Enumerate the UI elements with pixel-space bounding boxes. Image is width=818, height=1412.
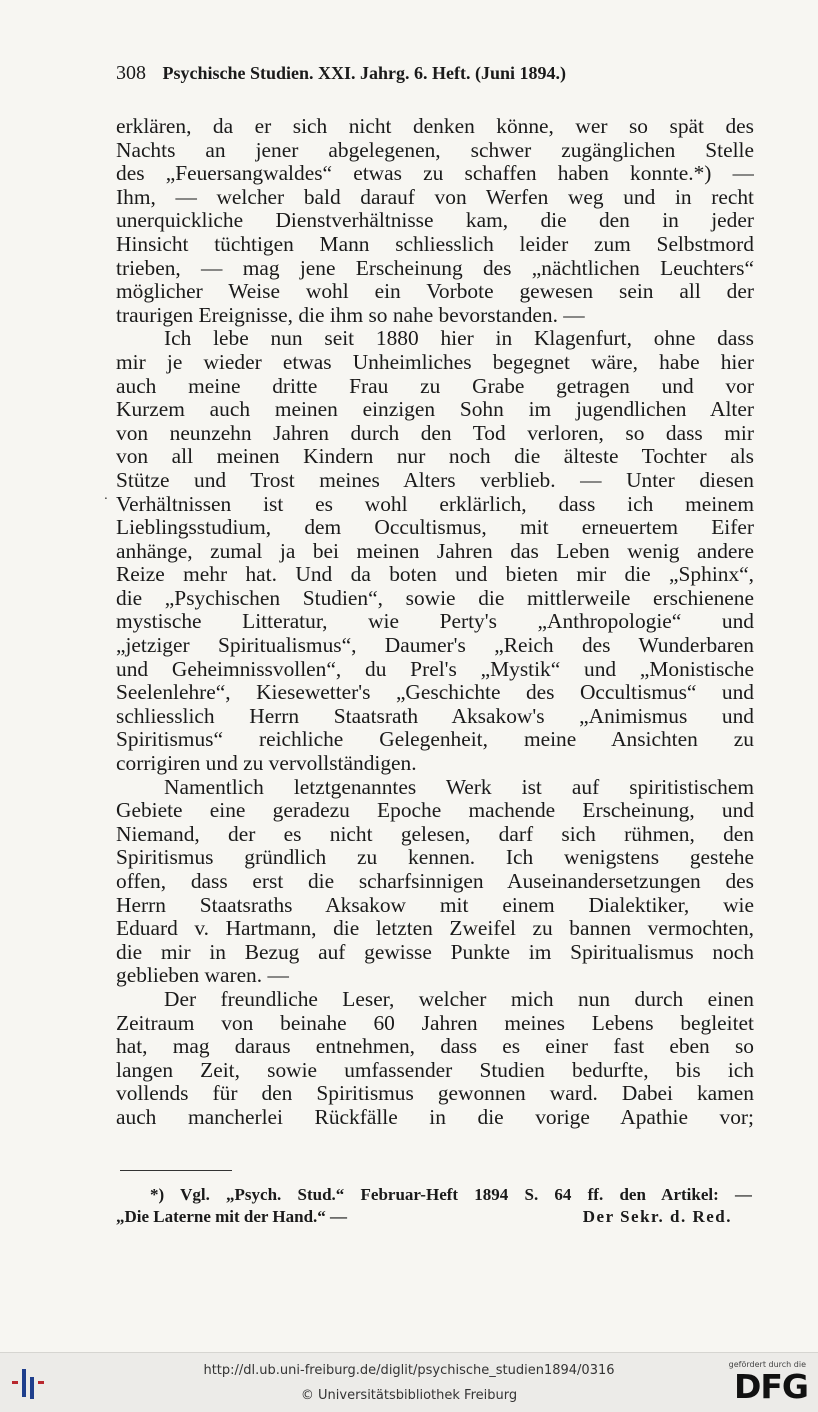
text-line: traurigen Ereignisse, die ihm so nahe bevorstanden. —: [116, 303, 585, 327]
text-line: Seelenlehre“, Kiesewetter's „Geschichte des Occultismus“ und: [116, 681, 754, 705]
text-line: Reize mehr hat. Und da boten und bieten mir die „Sphinx“,: [116, 563, 754, 587]
permalink-url[interactable]: http://dl.ub.uni-freiburg.de/diglit/psychische_studien1894/0316: [203, 1363, 615, 1378]
text-line: und Geheimnissvollen“, du Prel's „Mystik“ und „Monistische: [116, 657, 754, 681]
text-line: hat, mag daraus entnehmen, dass es einer fast eben so: [116, 1035, 754, 1059]
text-line: Lieblingsstudium, dem Occultismus, mit erneuertem Eifer: [116, 516, 754, 540]
page-number: 308: [116, 62, 146, 84]
body-text: [116, 115, 754, 1130]
text-line: von neunzehn Jahren durch den Tod verloren, so dass mir: [116, 421, 754, 445]
footnote: [116, 1184, 752, 1228]
text-line: „jetziger Spiritualismus“, Daumer's „Reich des Wunderbaren: [116, 634, 754, 658]
text-line: Namentlich letztgenanntes Werk ist auf spiritistischem: [164, 775, 754, 799]
text-line: auch meine dritte Frau zu Grabe getragen und vor: [116, 374, 754, 398]
text-line: Eduard v. Hartmann, die letzten Zweifel zu bannen vermochten,: [116, 917, 754, 941]
text-line: Nachts an jener abgelegenen, schwer zugänglichen Stelle: [116, 138, 754, 162]
text-line: Verhältnissen ist es wohl erklärlich, dass ich meinem: [116, 492, 754, 516]
dfg-logo[interactable]: DFG: [733, 1367, 808, 1406]
footnote-rule: [120, 1170, 232, 1171]
text-line: Herrn Staatsraths Aksakow mit einem Dialektiker, wie: [116, 893, 754, 917]
viewer-footer: [0, 1352, 818, 1412]
text-line: schliesslich Herrn Staatsrath Aksakow's „Animismus und: [116, 704, 754, 728]
text-line: die „Psychischen Studien“, sowie die mittlerweile erschienene: [116, 586, 754, 610]
footnote-line: „Die Laterne mit der Hand.“ —: [116, 1207, 348, 1226]
copyright-notice: © Universitätsbibliothek Freiburg: [300, 1388, 518, 1403]
text-line: corrigiren und zu vervollständigen.: [116, 752, 417, 776]
text-line: erklären, da er sich nicht denken könne, wer so spät des: [116, 115, 754, 138]
text-line: mystische Litteratur, wie Perty's „Anthropologie“ und: [116, 610, 754, 634]
text-line: Ihm, — welcher bald darauf von Werfen weg und in recht: [116, 185, 754, 209]
text-line: mir je wieder etwas Unheimliches begegnet wäre, habe hier: [116, 350, 754, 374]
text-line: von all meinen Kindern nur noch die älteste Tochter als: [116, 445, 754, 469]
text-line: Spiritismus gründlich zu kennen. Ich wenigstens gestehe: [116, 846, 754, 870]
text-line: langen Zeit, sowie umfassender Studien bedurfte, bis ich: [116, 1058, 754, 1082]
text-line: des „Feuersangwaldes“ etwas zu schaffen haben konnte.*) —: [116, 162, 754, 186]
text-line: möglicher Weise wohl ein Vorbote gewesen sein all der: [116, 280, 754, 304]
dfg-caption: gefördert durch die: [728, 1360, 806, 1369]
text-line: Stütze und Trost meines Alters verblieb. — Unter diesen: [116, 468, 754, 492]
running-header: [116, 62, 756, 85]
text-line: Gebiete eine geradezu Epoche machende Erscheinung, und: [116, 799, 754, 823]
text-line: Der freundliche Leser, welcher mich nun durch einen: [164, 987, 754, 1011]
text-line: unerquickliche Dienstverhältnisse kam, die den in jeder: [116, 209, 754, 233]
margin-dot: .: [104, 488, 108, 502]
text-line: Niemand, der es nicht gelesen, darf sich rühmen, den: [116, 822, 754, 846]
text-line: die mir in Bezug auf gewisse Punkte im Spiritualismus noch: [116, 940, 754, 964]
text-line: anhänge, zumal ja bei meinen Jahren das Leben wenig andere: [116, 539, 754, 563]
text-line: offen, dass erst die scharfsinnigen Auseinandersetzungen des: [116, 870, 754, 893]
text-line: geblieben waren. —: [116, 964, 289, 988]
running-title: Psychische Studien. XXI. Jahrg. 6. Heft. (Juni 1894.): [162, 63, 567, 83]
text-line: Spiritismus“ reichliche Gelegenheit, meine Ansichten zu: [116, 728, 754, 752]
text-line: Zeitraum von beinahe 60 Jahren meines Lebens begleitet: [116, 1011, 754, 1035]
text-line: Kurzem auch meinen einzigen Sohn im jugendlichen Alter: [116, 398, 754, 422]
text-line: trieben, — mag jene Erscheinung des „nächtlichen Leuchters“: [116, 256, 754, 280]
text-line: Hinsicht tüchtigen Mann schliesslich leider zum Selbstmord: [116, 232, 754, 256]
footnote-line: *) Vgl. „Psych. Stud.“ Februar-Heft 1894 S. 64 ff. den Artikel: —: [150, 1185, 752, 1204]
footnote-signature: Der Sekr. d. Red.: [582, 1207, 732, 1226]
text-line: vollends für den Spiritismus gewonnen ward. Dabei kamen: [116, 1082, 754, 1106]
text-line: Ich lebe nun seit 1880 hier in Klagenfurt, ohne dass: [164, 327, 754, 351]
text-line: auch mancherlei Rückfälle in die vorige Apathie vor;: [116, 1105, 754, 1129]
